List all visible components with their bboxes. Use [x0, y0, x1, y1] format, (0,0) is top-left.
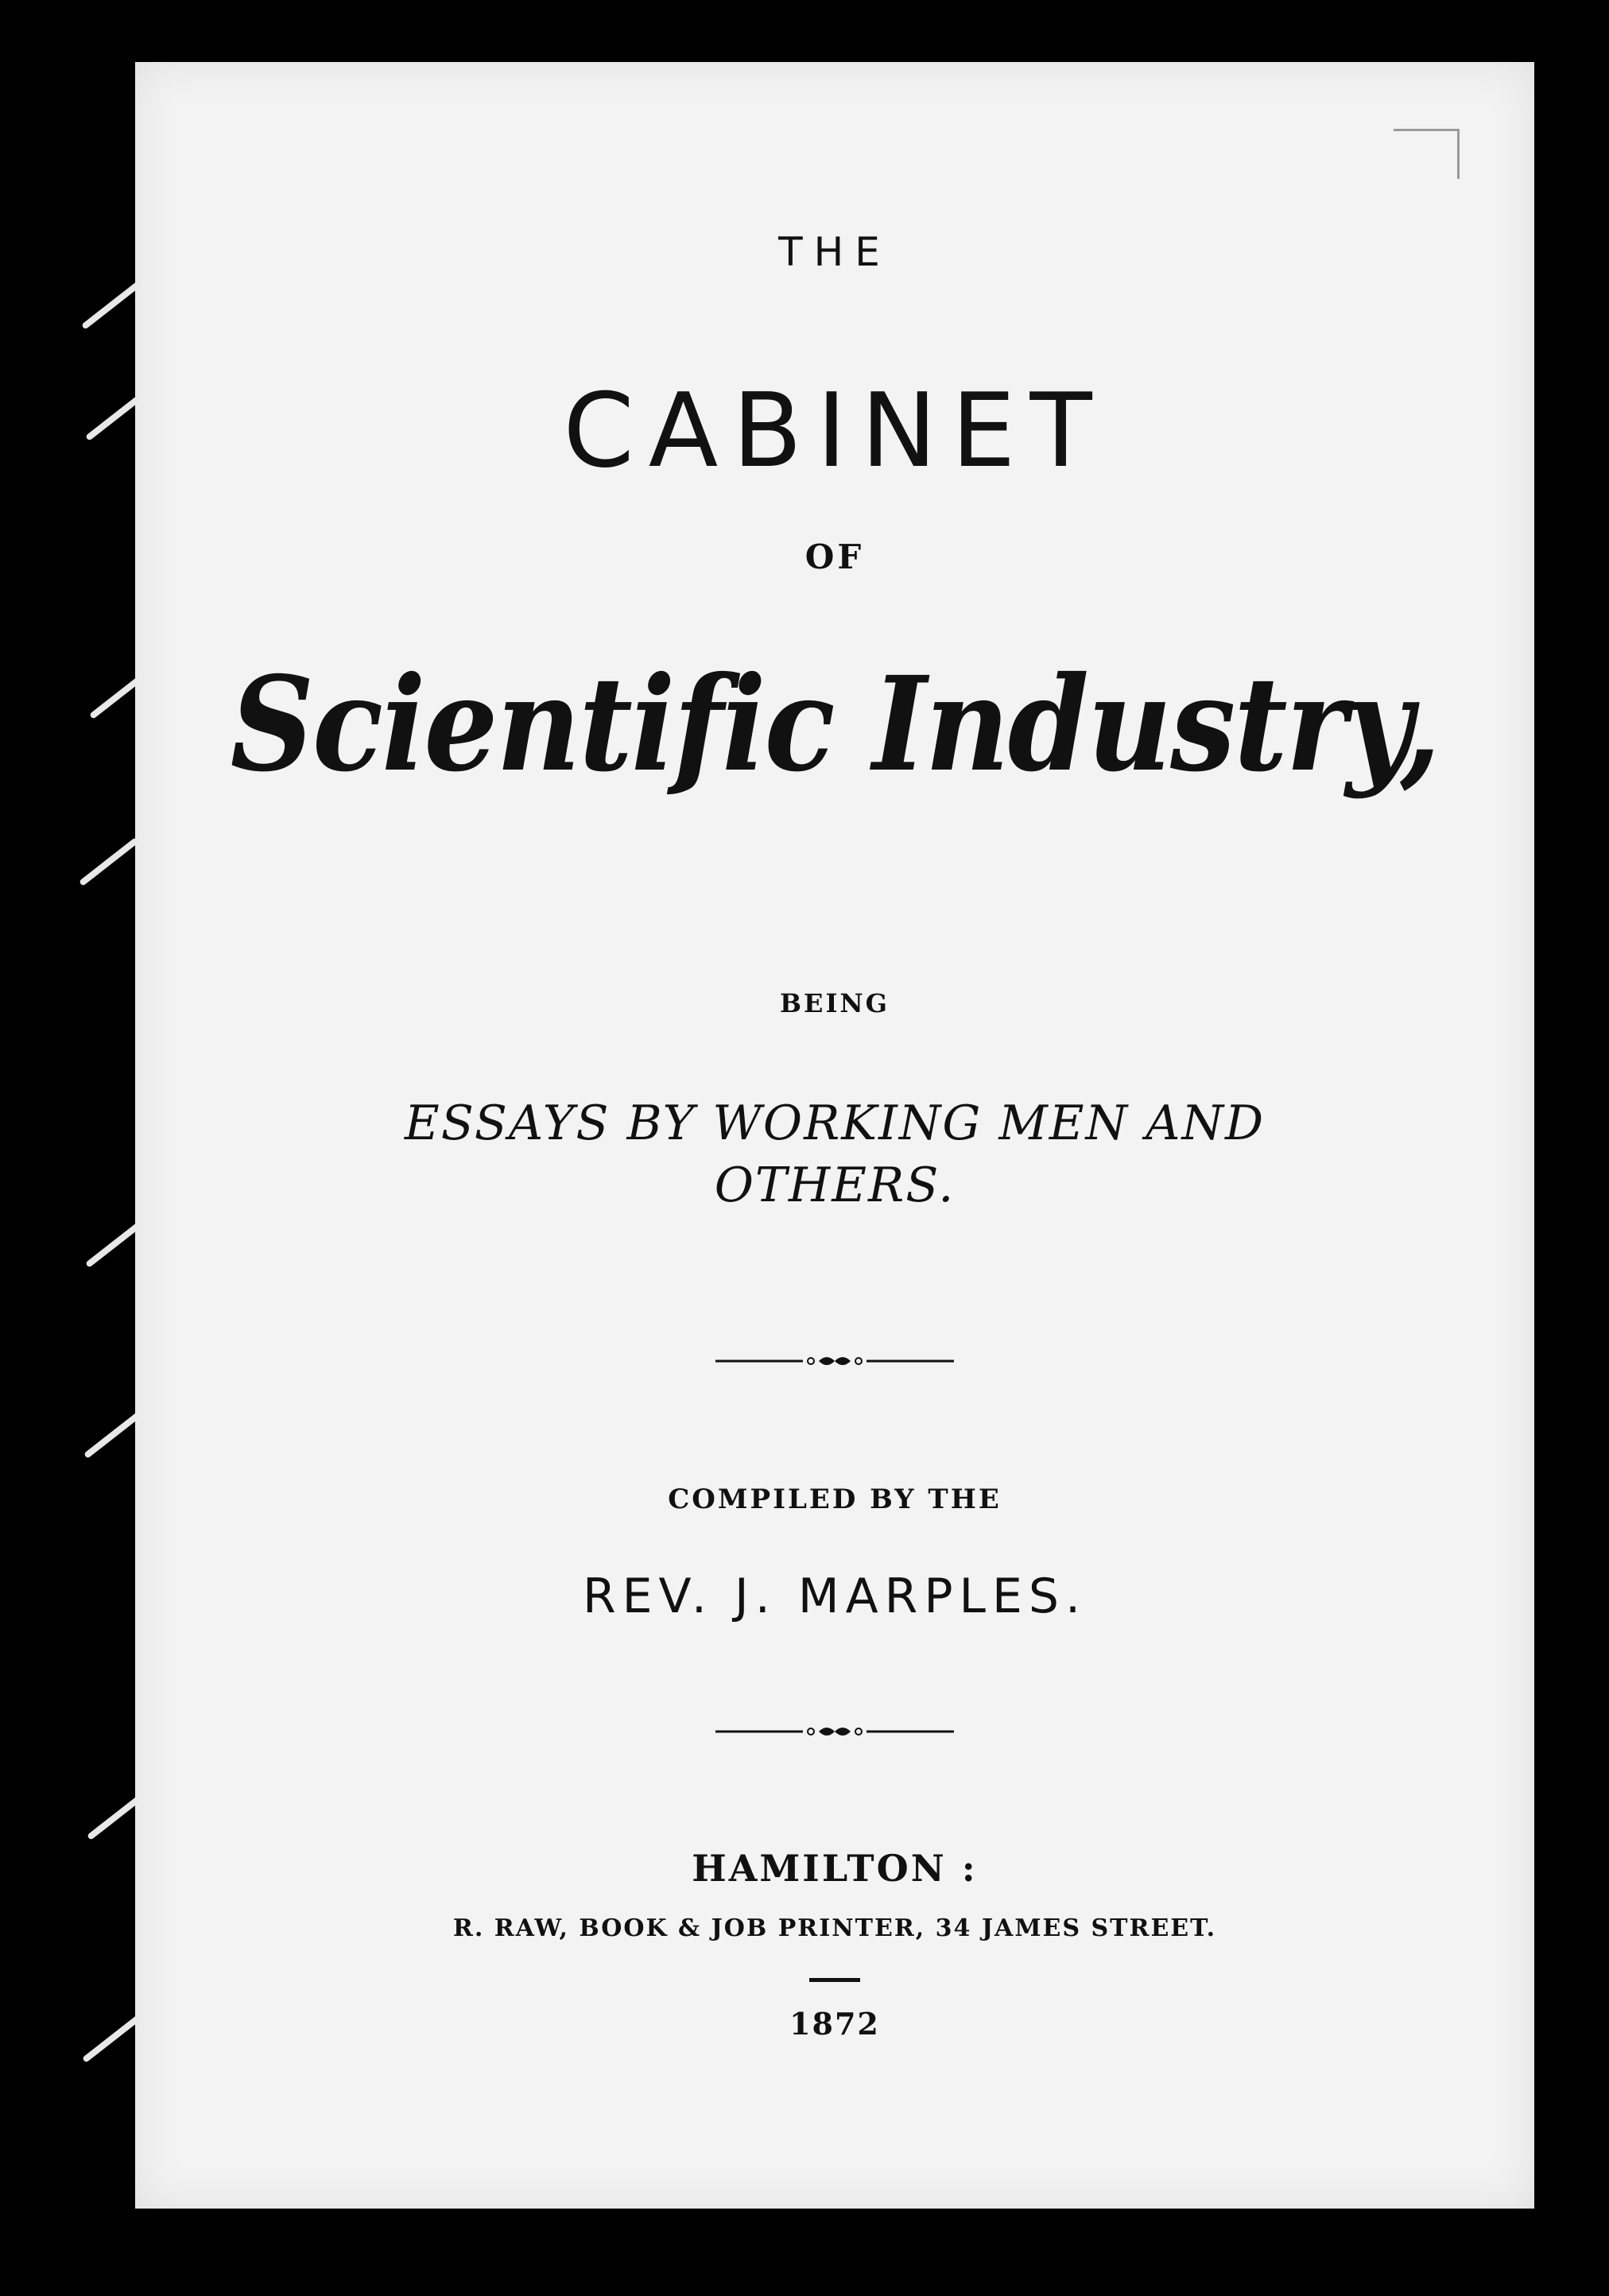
being-label: BEING: [780, 988, 890, 1018]
binding-stitch: [82, 2014, 142, 2063]
ornament-divider: [135, 1722, 1534, 1744]
title-page: [135, 62, 1534, 2209]
printer-imprint: R. RAW, BOOK & JOB PRINTER, 34 JAMES STREET.: [452, 1914, 1217, 1942]
title-cabinet: CABINET: [563, 372, 1107, 491]
page-corner: [1394, 129, 1460, 179]
subtitle-line-1: ESSAYS BY WORKING MEN AND: [404, 1096, 1266, 1151]
title-the: THE: [778, 229, 891, 275]
subtitle-line-2: OTHERS.: [714, 1158, 956, 1213]
binding-stitch: [79, 837, 139, 886]
publication-year: 1872: [789, 2006, 880, 2042]
author-name: REV. J. MARPLES.: [582, 1569, 1088, 1624]
book-binding: [0, 0, 143, 2296]
title-of: OF: [804, 537, 865, 576]
binding-stitch: [81, 281, 142, 330]
ornament-divider: [135, 1352, 1534, 1374]
main-title: Scientific Industry,: [230, 648, 1440, 801]
imprint-dash: [809, 1978, 860, 1982]
compiled-by-label: COMPILED BY THE: [668, 1483, 1002, 1515]
publication-place: HAMILTON :: [692, 1847, 978, 1890]
